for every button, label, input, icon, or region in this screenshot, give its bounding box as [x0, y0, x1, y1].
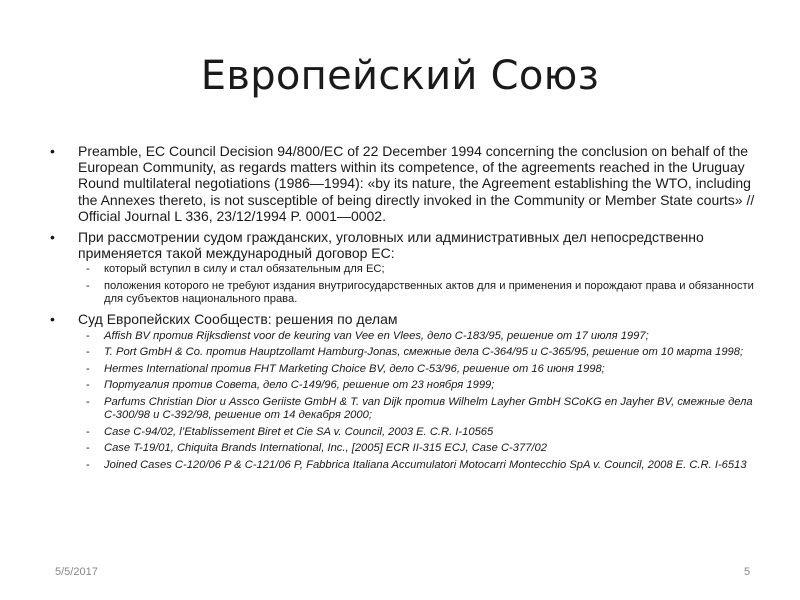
dash-icon: -: [86, 263, 90, 276]
case-list: [78, 330, 760, 473]
dash-icon: -: [86, 425, 90, 438]
case-text: Португалия против Совета, дело C-149/96, решение от 23 ноября 1999;: [104, 379, 495, 392]
slide-content: [50, 143, 760, 477]
case-item: [78, 459, 760, 472]
slide-title: Европейский Союз: [200, 53, 600, 99]
case-text: Hermes International против FHT Marketing Choice BV, дело C-53/96, решение от 16 июня 1998;: [104, 362, 605, 375]
dash-icon: -: [86, 362, 90, 375]
bullet-item-court-application: [50, 229, 760, 306]
dash-icon: -: [86, 396, 90, 408]
case-text: Case T-19/01, Chiquita Brands International, Inc., [2005] ECR II-315 ECJ, Case C-377/02: [104, 442, 547, 455]
sub-bullet-text: который вступил в силу и стал обязательным для ЕС;: [104, 263, 385, 276]
bullet-icon: •: [50, 311, 55, 328]
bullet-icon: •: [50, 229, 55, 246]
dash-icon: -: [86, 280, 90, 293]
case-item: [78, 426, 760, 439]
sub-bullet-list: [78, 263, 760, 306]
dash-icon: -: [86, 379, 90, 392]
bullet-text: Preamble, EC Council Decision 94/800/EC of 22 December 1994 concerning the conclusion on behalf of the European Community, as regards matters within its competence, of the agreements reached in the Uruguay Round multilateral negotiations (1986—1994): «by its nature, the Agreement establishing the WTO, including the Annexes thereto, is not susceptible of being directly invoked in the Community or Member State courts» // Official Journal L 336, 23/12/1994 P. 0001—0002.: [78, 143, 755, 224]
case-item: [78, 346, 760, 359]
case-item: [78, 379, 760, 392]
case-item: [78, 396, 760, 422]
case-item: [78, 363, 760, 376]
dash-icon: -: [86, 346, 90, 359]
bullet-icon: •: [50, 143, 55, 159]
bullet-item-preamble: [50, 143, 760, 224]
case-text: Joined Cases C-120/06 P & C-121/06 P, Fabbrica Italiana Accumulatori Motocarri Montecchio SpA v. Council, 2008 E. C.R. I-6513: [104, 458, 747, 471]
sub-bullet-text: положения которого не требуют издания внутригосударственных актов для и применения и порождают права и обязанности для субъектов национального права.: [104, 280, 754, 306]
footer-date: 5/5/2017: [55, 566, 98, 578]
sub-bullet-item: [78, 263, 760, 276]
bullet-text: Суд Европейских Сообществ: решения по делам: [78, 311, 398, 328]
case-item: [78, 330, 760, 343]
dash-icon: -: [86, 442, 90, 455]
case-text: Parfums Christian Dior и Assco Geriiste GmbH & T. van Dijk против Wilhelm Layher GmbH SCoKG en Jayher BV, смежные дела C-300/98 и C-392/98, решение от 14 декабря 2000;: [104, 396, 753, 422]
case-text: Affish BV против Rijksdienst voor de keuring van Vee en Vlees, дело C-183/95, решение от 17 июля 1997;: [104, 329, 649, 342]
case-text: T. Port GmbH & Co. против Hauptzollamt Hamburg-Jonas, смежные дела C-364/95 и C-365/95, решение от 10 марта 1998;: [104, 346, 744, 359]
footer-page-number: 5: [744, 566, 751, 578]
dash-icon: -: [86, 329, 90, 342]
sub-bullet-item: [78, 280, 760, 306]
bullet-text: При рассмотрении судом гражданских, уголовных или административных дел непосредственно применяется такой международный договор ЕС:: [78, 229, 704, 262]
dash-icon: -: [86, 458, 90, 471]
case-item: [78, 442, 760, 455]
bullet-list: [50, 143, 760, 472]
bullet-item-ecj-cases: [50, 311, 760, 472]
case-text: Case C-94/02, l’Etablissement Biret et Cie SA v. Council, 2003 E. C.R. I-10565: [104, 425, 494, 438]
